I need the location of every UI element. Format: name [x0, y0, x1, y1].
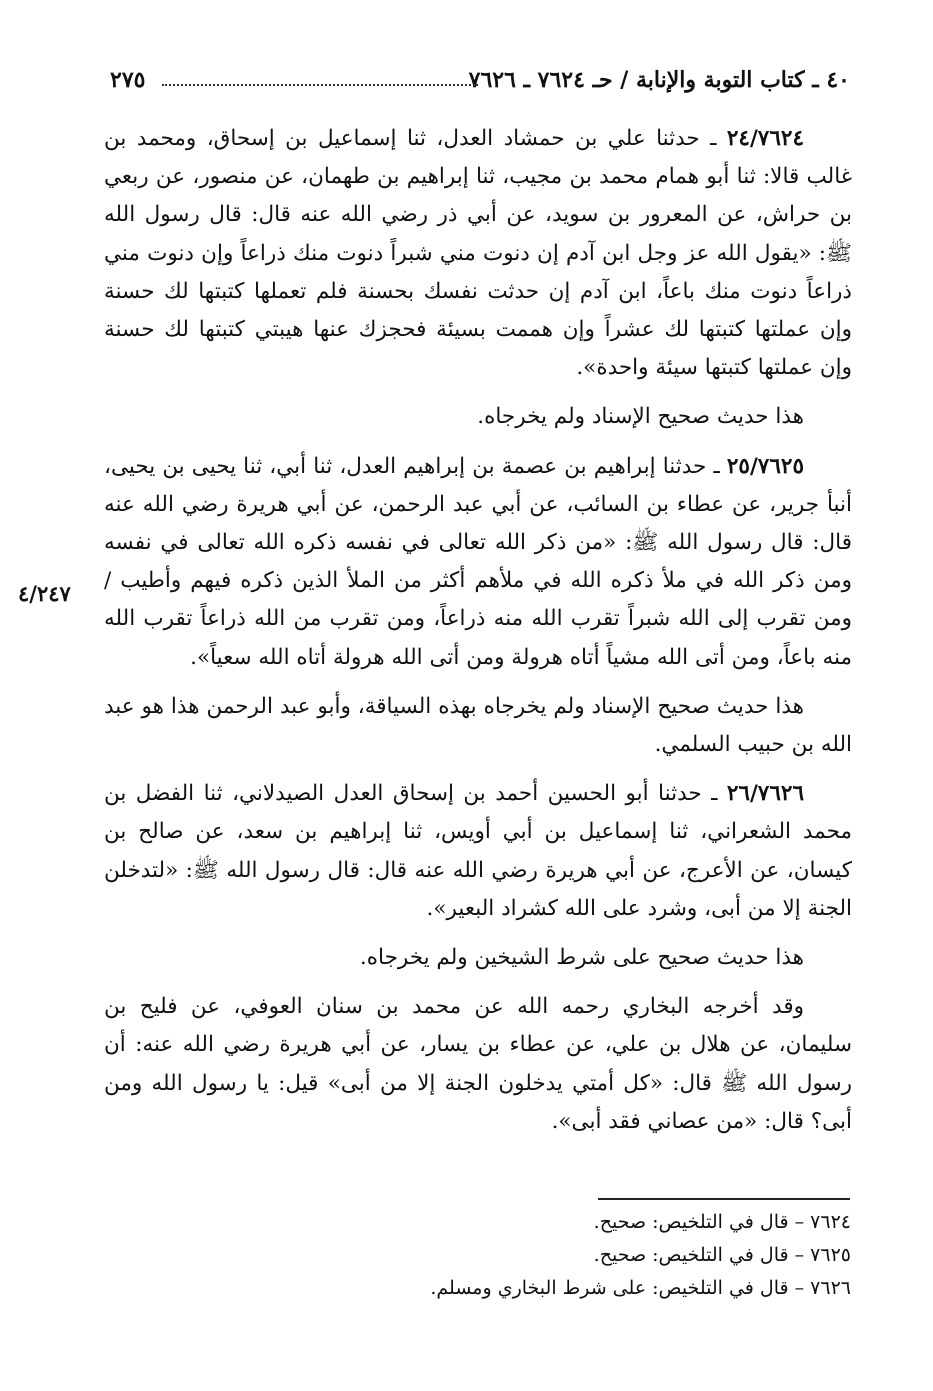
footnote-7625: ٧٦٢٥ – قال في التلخيص: صحيح. [593, 1244, 851, 1266]
hadith-number: ٢٥/٧٦٢٥ [726, 453, 804, 479]
running-title: ٤٠ ـ كتاب التوبة والإنابة / حـ ٧٦٢٤ ـ ٧٦٢٦ [468, 67, 850, 93]
footnote-7624: ٧٦٢٤ – قال في التلخيص: صحيح. [593, 1211, 851, 1233]
page-header [110, 62, 850, 98]
footnote-separator [598, 1198, 850, 1200]
main-text [104, 120, 852, 1152]
footnote-7626: ٧٦٢٦ – قال في التلخيص: على شرط البخاري ومسلم. [430, 1277, 851, 1299]
bukhari-note: وقد أخرجه البخاري رحمه الله عن محمد بن سنان العوفي، عن فليح بن سليمان، عن هلال بن علي، عن عطاء بن يسار، عن أبي هريرة رضي الله عنه: أن رسول الله ﷺ قال: «كل أمتي يدخلون الجنة إلا من أبى» قيل: يا رسول الله ومن أبى؟ قال: «من عصاني فقد أبى». [104, 994, 852, 1134]
hadith-text: ـ حدثنا أبو الحسين أحمد بن إسحاق العدل الصيدلاني، ثنا الفضل بن محمد الشعراني، ثنا إسماعيل بن أبي أويس، ثنا إبراهيم بن سعد، عن صالح بن كيسان، عن الأعرج، عن أبي هريرة رضي الله عنه قال: قال رسول الله ﷺ: «لتدخلن الجنة إلا من أبى، وشرد على الله كشراد البعير». [104, 781, 852, 921]
hadith-number: ٢٦/٧٦٢٦ [726, 781, 804, 807]
hadith-7626 [104, 775, 852, 928]
hadith-text: ـ حدثنا علي بن حمشاد العدل، ثنا إسماعيل بن إسحاق، ومحمد بن غالب قالا: ثنا أبو همام محمد بن مجيب، ثنا إبراهيم بن طهمان، عن منصور، عن ربعي بن حراش، عن المعرور بن سويد، عن أبي ذر رضي الله عنه قال: قال رسول الله ﷺ: «يقول الله عز وجل ابن آدم إن دنوت مني شبراً دنوت منك ذراعاً وإن دنوت مني ذراعاً دنوت منك باعاً، ابن آدم إن حدثت نفسك بحسنة فلم تعملها كتبتها لك حسنة وإن عملتها كتبتها لك عشراً وإن هممت بسيئة فحجزك عنها هيبتي كتبتها لك حسنة وإن عملتها كتبتها سيئة واحدة». [104, 126, 852, 381]
page-number: ٢٧٥ [110, 67, 146, 93]
footnotes [251, 1206, 851, 1305]
leader-dots [162, 84, 478, 86]
volume-page-reference: ٤/٢٤٧ [18, 581, 71, 606]
grading-7624: هذا حديث صحيح الإسناد ولم يخرجاه. [477, 404, 804, 430]
hadith-7625 [104, 448, 852, 677]
grading-7626: هذا حديث صحيح على شرط الشيخين ولم يخرجاه. [359, 945, 804, 971]
hadith-number: ٢٤/٧٦٢٤ [726, 126, 804, 151]
hadith-text: ـ حدثنا إبراهيم بن عصمة بن إبراهيم العدل، ثنا أبي، ثنا يحيى بن يحيى، أنبأ جرير، عن عطاء بن السائب، عن أبي عبد الرحمن، عن أبي هريرة رضي الله عنه قال: قال رسول الله ﷺ: «من ذكر الله تعالى في نفسه ذكره الله تعالى في نفسه ومن ذكر الله في ملأ ذكره الله في ملأهم أكثر من الملأ الذين ذكره فيهم وأطيب / ومن تقرب إلى الله شبراً تقرب الله منه ذراعاً، ومن تقرب من الله ذراعاً تقرب الله منه باعاً، ومن أتى الله مشياً أتاه هرولة ومن أتى الله هرولة أتاه الله سعياً». [104, 453, 852, 670]
hadith-7624 [104, 120, 852, 387]
grading-7625: هذا حديث صحيح الإسناد ولم يخرجاه بهذه السياقة، وأبو عبد الرحمن هذا هو عبد الله بن حبيب السلمي. [104, 693, 852, 758]
